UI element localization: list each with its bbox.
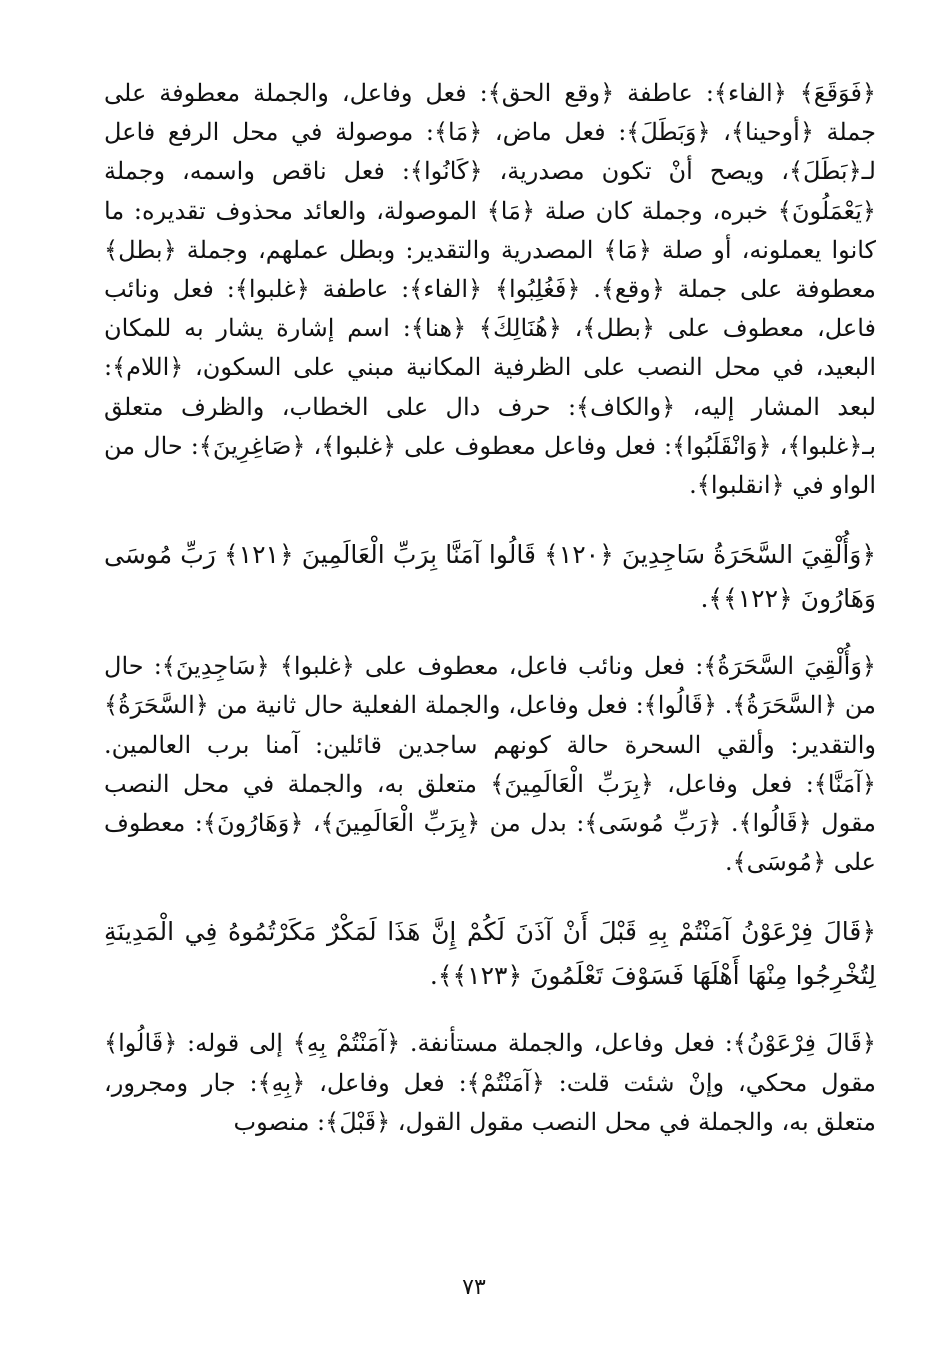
spacer xyxy=(104,998,876,1024)
spacer xyxy=(104,882,876,910)
quran-verse-123: ﴿قَالَ فِرْعَوْنُ آمَنْتُمْ بِهِ قَبْلَ أَنْ آذَنَ لَكُمْ إِنَّ هَذَا لَمَكْرٌ مَكَرْتُمُوهُ فِي الْمَدِينَةِ لِتُخْرِجُوا مِنْهَا أَهْلَهَا فَسَوْفَ تَعْلَمُونَ ﴿١٢٣﴾﴾. xyxy=(104,917,876,991)
quran-verse-120-122: ﴿وَأُلْقِيَ السَّحَرَةُ سَاجِدِينَ ﴿١٢٠﴾ قَالُوا آمَنَّا بِرَبِّ الْعَالَمِينَ ﴿١٢١﴾ رَبِّ مُوسَى وَهَارُونَ ﴿١٢٢﴾﴾. xyxy=(104,540,876,614)
page-body xyxy=(104,74,876,1142)
page-number: ٧٣ xyxy=(462,1275,486,1300)
spacer xyxy=(104,505,876,533)
commentary-paragraph-1: ﴿فَوَقَعَ﴾ ﴿الفاء﴾: عاطفة ﴿وقع الحق﴾: فعل وفاعل، والجملة معطوفة على جملة ﴿أوحينا﴾، ﴿وَبَطَلَ﴾: فعل ماض، ﴿مَا﴾: موصولة في محل الرفع فاعل لـ﴿بَطَلَ﴾، ويصح أنْ تكون مصدرية، ﴿كَانُوا﴾: فعل ناقص واسمه، وجملة ﴿يَعْمَلُونَ﴾ خبره، وجملة كان صلة ﴿مَا﴾ الموصولة، والعائد محذوف تقديره: ما كانوا يعملونه، أو صلة ﴿مَا﴾ المصدرية والتقدير: وبطل عملهم، وجملة ﴿بطل﴾ معطوفة على جملة ﴿وقع﴾. ﴿فَغُلِبُوا﴾ ﴿الفاء﴾: عاطفة ﴿غلبوا﴾: فعل ونائب فاعل، معطوف على ﴿بطل﴾، ﴿هُنَالِكَ﴾ ﴿هنا﴾: اسم إشارة يشار به للمكان البعيد، في محل النصب على الظرفية المكانية مبني على السكون، ﴿اللام﴾: لبعد المشار إليه، ﴿والكاف﴾: حرف دال على الخطاب، والظرف متعلق بـ﴿غلبوا﴾، ﴿وَانْقَلَبُوا﴾: فعل وفاعل معطوف على ﴿غلبوا﴾، ﴿صَاغِرِينَ﴾: حال من الواو في ﴿انقلبوا﴾. xyxy=(104,79,877,500)
commentary-paragraph-3: ﴿قَالَ فِرْعَوْنُ﴾: فعل وفاعل، والجملة مستأنفة. ﴿آمَنْتُمْ بِهِ﴾ إلى قوله: ﴿قَالُوا﴾ مقول محكي، وإنْ شئت قلت: ﴿آمَنْتُمْ﴾: فعل وفاعل، ﴿بِهِ﴾: جار ومجرور، متعلق به، والجملة في محل النصب مقول القول، ﴿قَبْلَ﴾: منصوب xyxy=(104,1029,876,1136)
commentary-paragraph-2: ﴿وَأُلْقِيَ السَّحَرَةُ﴾: فعل ونائب فاعل، معطوف على ﴿غلبوا﴾ ﴿سَاجِدِينَ﴾: حال من ﴿السَّحَرَةُ﴾. ﴿قَالُوا﴾: فعل وفاعل، والجملة الفعلية حال ثانية من ﴿السَّحَرَةُ﴾ والتقدير: وألقي السحرة حالة كونهم ساجدين قائلين: آمنا برب العالمين. ﴿آمَنَّا﴾: فعل وفاعل، ﴿بِرَبِّ الْعَالَمِينَ﴾ متعلق به، والجملة في محل النصب مقول ﴿قَالُوا﴾. ﴿رَبِّ مُوسَى﴾: بدل من ﴿بِرَبِّ الْعَالَمِينَ﴾، ﴿وَهَارُونَ﴾: معطوف على ﴿مُوسَى﴾. xyxy=(104,652,876,877)
spacer xyxy=(104,621,876,647)
